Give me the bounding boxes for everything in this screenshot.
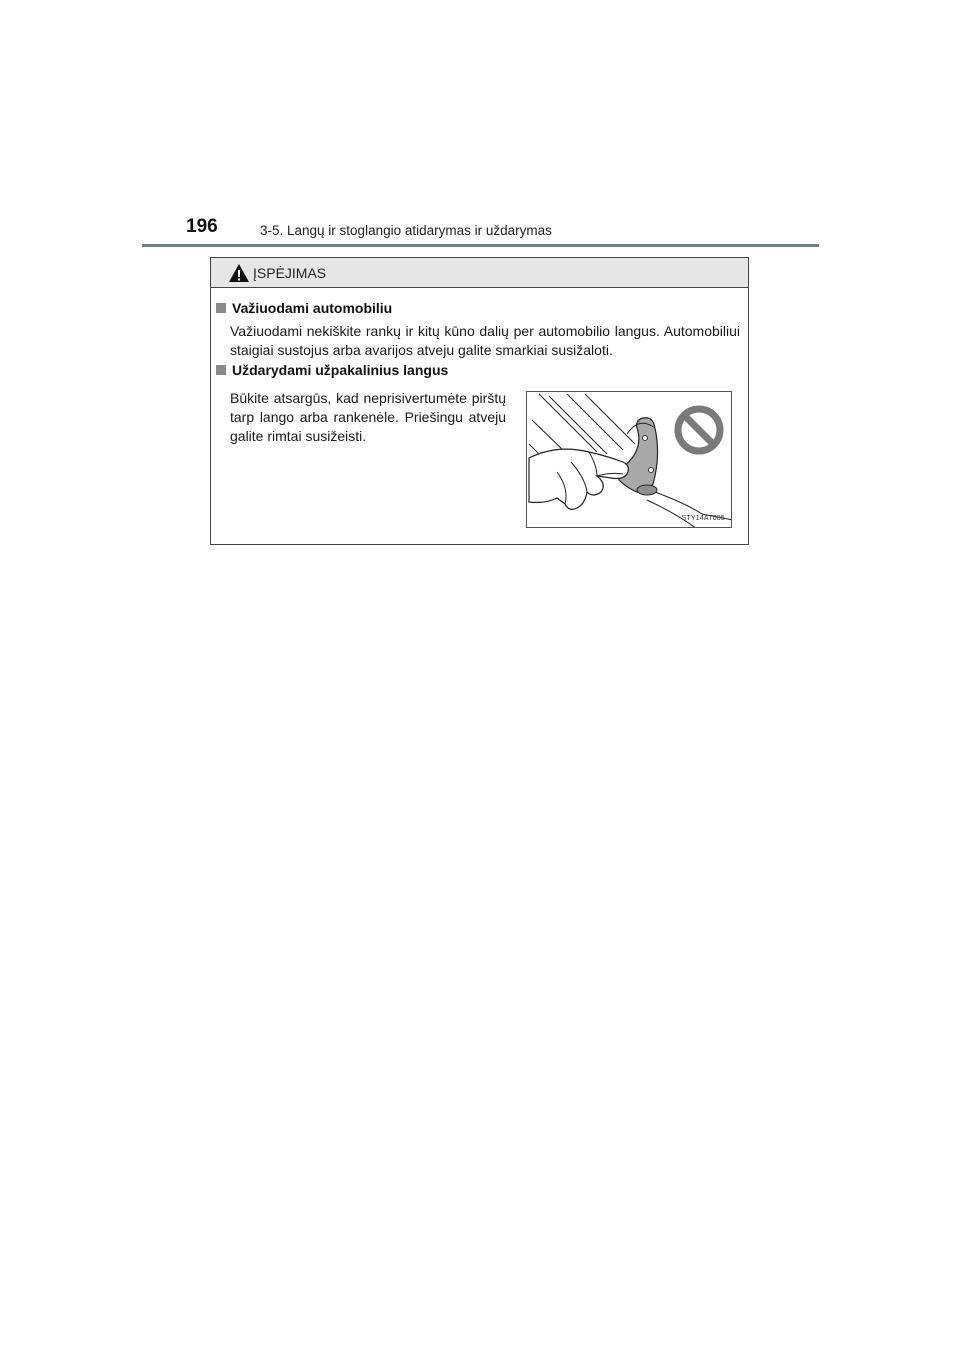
item-text-closing-rear-windows: Būkite atsargūs, kad neprisivertumėte pirštų tarp lango arba rankenėle. Priešingu atveju galite rimtai susižeisti. [230, 390, 506, 444]
section-title: 3-5. Langų ir stoglangio atidarymas ir uždarymas [260, 223, 552, 238]
item-heading-closing-rear-windows [216, 362, 448, 378]
warning-triangle-icon [228, 263, 250, 283]
warning-label: ĮSPĖJIMAS [253, 265, 327, 281]
item-text-driving: Važiuodami nekiškite rankų ir kitų kūno dalių per automobilio langus. Automobiliui staigiai sustojus arba avarijos atveju galite smarkiai susižaloti. [230, 323, 740, 358]
square-bullet-icon [216, 365, 226, 375]
prohibition-icon [678, 409, 720, 451]
item-heading-driving [216, 300, 392, 316]
header-rule [142, 244, 819, 247]
figure-code: STY14AT005 [681, 515, 725, 522]
warning-box [210, 257, 749, 545]
square-bullet-icon [216, 303, 226, 313]
item-heading-text: Važiuodami automobiliu [232, 300, 393, 316]
warning-header [211, 258, 748, 288]
hand-on-window-handle-illustration [527, 392, 732, 528]
illustration-figure [526, 391, 732, 528]
item-heading-text: Uždarydami užpakalinius langus [232, 362, 449, 378]
page-number: 196 [186, 216, 218, 237]
